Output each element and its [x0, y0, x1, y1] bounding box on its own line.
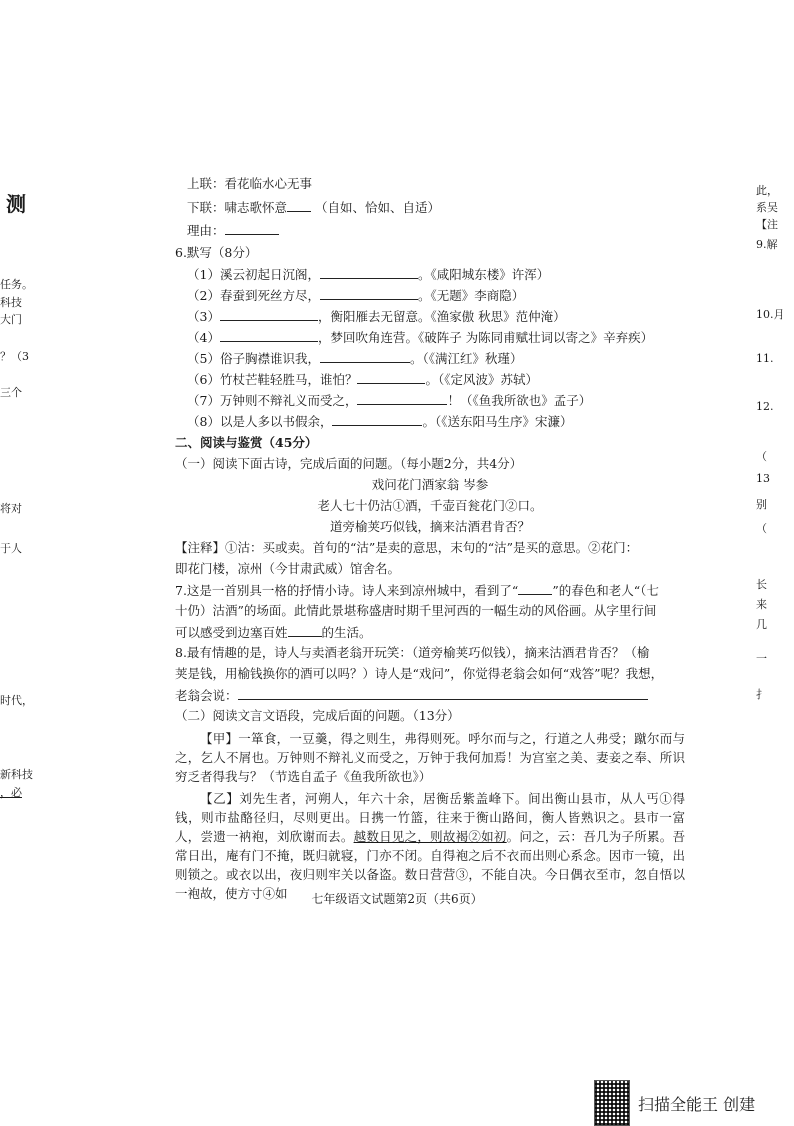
q7-text: 的生活。 — [321, 625, 372, 640]
q6-item-text: （7）万钟则不辩礼义而受之， — [187, 393, 358, 408]
left-edge-fragment: 时代， — [0, 694, 33, 707]
q7-line — [175, 624, 685, 640]
poem-note: 【注释】①沽：买或卖。首句的“沽”是卖的意思，末句的“沽”是买的意思。②花门： — [175, 540, 639, 555]
right-edge-fragment: 系吴 — [756, 201, 778, 214]
left-edge-fragment: ？（3 — [0, 350, 29, 363]
poem-note: 即花门楼，凉州（今甘肃武威）馆舍名。 — [175, 561, 401, 576]
couplet-options: （自如、恰如、自适） — [315, 200, 441, 215]
left-edge-fragment: 新科技 — [0, 768, 33, 781]
q8-line — [175, 687, 685, 703]
q6-blank[interactable] — [357, 371, 425, 384]
poem-line: 道旁榆荚巧似钱，摘来沽酒君肯否？ — [329, 519, 530, 534]
q6-item — [175, 329, 685, 345]
q7-line: 十仍）沽酒”的场面。此情此景堪称盛唐时期千里河西的一幅生动的风俗画。从字里行间 — [175, 603, 657, 618]
q8-blank[interactable] — [238, 687, 648, 700]
q6-item-text: （4） — [187, 330, 220, 345]
q6-blank[interactable] — [320, 287, 418, 300]
q6-item — [175, 308, 685, 324]
q6-blank[interactable] — [220, 329, 318, 342]
couplet-block — [175, 176, 685, 238]
left-edge-fragment: 科技 — [0, 296, 22, 309]
right-edge-fragment: 9.解 — [756, 238, 778, 251]
couplet-reason — [175, 222, 685, 238]
q7-text: 7.这是一首别具一格的抒情小诗。诗人来到凉州城中，看到了“ — [175, 583, 519, 598]
q6-item-source: 。《无题》李商隐） — [417, 288, 525, 303]
q6-item-text: （8）以是人多以书假余， — [187, 414, 333, 429]
left-edge-fragment: 三个 — [0, 386, 22, 399]
q6-item-source: 。《咸阳城东楼》许浑） — [417, 267, 550, 282]
q6-item-source: ！（《鱼我所欲也》孟子） — [447, 393, 592, 408]
right-edge-fragment: 12. — [756, 400, 774, 413]
part2-instruction: （二）阅读文言文语段，完成后面的问题。（13分） — [175, 708, 460, 723]
q6-item-text: （1）溪云初起日沉阁， — [187, 267, 320, 282]
right-edge-fragment: 10.月 — [756, 308, 785, 321]
right-edge-fragment: 11. — [756, 352, 774, 365]
right-edge-fragment: 13 — [756, 472, 770, 485]
right-edge-fragment: （ — [756, 522, 767, 535]
q6-item-source: 。（《送东阳马生序》宋濂） — [422, 414, 573, 429]
q7-text: ”的春色和老人“（七 — [552, 583, 659, 598]
q6-item-source: 。（《定风波》苏轼） — [425, 372, 538, 387]
q6-item-source: ，梦回吹角连营。《破阵子 为陈同甫赋壮词以寄之》辛弃疾） — [317, 330, 654, 345]
q6-blank[interactable] — [332, 413, 422, 426]
passage-yi — [175, 789, 685, 903]
right-edge-fragment: 一 — [756, 652, 767, 665]
q6-title: 6.默写（8分） — [175, 245, 258, 260]
q7-line — [175, 582, 685, 598]
page-footer: 七年级语文试题第2页（共6页） — [311, 892, 483, 906]
reason-label: 理由： — [187, 223, 225, 238]
right-edge-fragment: 扌 — [756, 688, 767, 701]
couplet-lower-blank[interactable] — [287, 199, 311, 212]
left-edge-char: 测 — [6, 192, 26, 216]
right-edge-fragment: （ — [756, 450, 767, 463]
couplet-lower-label: 下联：啸志歌怀意 — [187, 200, 288, 215]
section2-title: 二、阅读与鉴赏（45分） — [175, 435, 318, 450]
qr-code-icon — [594, 1080, 630, 1126]
couplet-lower — [175, 199, 685, 215]
passage-yi-underlined: 越数日见之，则故褐②如初 — [353, 829, 507, 844]
left-edge-fragment: 于人 — [0, 542, 22, 555]
q6-blank[interactable] — [220, 308, 318, 321]
right-edge-fragment: 别 — [756, 498, 767, 511]
q8-line: 8.最有情趣的是，诗人与卖酒老翁开玩笑：（道旁榆荚巧似钱），摘来沽酒君肯否？（榆 — [175, 645, 650, 660]
reason-blank[interactable] — [225, 222, 279, 235]
q7-text: 可以感受到边塞百姓 — [175, 625, 288, 640]
q6-item — [175, 266, 685, 282]
q6-item-source: 。（《满江红》秋瑾） — [409, 351, 523, 366]
q7-blank[interactable] — [288, 624, 322, 637]
passage-yi-text: 【乙】刘先生者，河朔人，年六十余，居衡岳紫盖峰下。间出衡山县市，从人丐①得钱，则市盐酪径归，尽则更出。日携一竹篮，往来于衡山路间，衡人皆熟识之。县市一富人，尝遗一衲袍，刘欣谢而去。 — [175, 791, 685, 844]
left-edge-fragment: 大门 — [0, 313, 22, 326]
scanner-watermark — [594, 1080, 755, 1126]
q7-blank[interactable] — [518, 582, 552, 595]
q6-item — [175, 371, 685, 387]
q6-blank[interactable] — [357, 392, 447, 405]
left-edge-fragment: ，必 — [0, 786, 22, 799]
passage-jia: 【甲】一箪食，一豆羹，得之则生，弗得则死。呼尔而与之，行道之人弗受；蹴尔而与之，乞人不屑也。万钟则不辩礼义而受之，万钟于我何加焉！为宫室之美、妻妾之奉、所识穷乏者得我与？（节选自孟子《鱼我所欲也》） — [175, 731, 685, 784]
poem-title: 戏问花门酒家翁 岑参 — [371, 477, 489, 492]
q6-blank[interactable] — [320, 350, 410, 363]
q8-line: 荚是钱，用榆钱换你的酒可以吗？）诗人是“戏问”，你觉得老翁会如何“戏答”呢？我想， — [175, 666, 664, 681]
right-edge-fragment: 长 — [756, 578, 767, 591]
q6-item-text: （5）俗子胸襟谁识我， — [187, 351, 320, 366]
q6-item — [175, 392, 685, 408]
q6-item — [175, 350, 685, 366]
right-edge-fragment: 此， — [756, 184, 778, 197]
q6-item — [175, 287, 685, 303]
part1-instruction: （一）阅读下面古诗，完成后面的问题。（每小题2分，共4分） — [175, 456, 523, 471]
couplet-upper: 上联：看花临水心无事 — [187, 176, 313, 191]
passage-yi-text: 。问之，云：吾几为子所累。吾常日出，庵有门不掩，既归就寝，门亦不闭。自得袍之后不衣而出则心系念。因市一镜，出则锁之。或衣以出，夜归则牢关以备盗。数日营营③，不能自决。今日偶衣至市，忽自悟以一袍故，使方寸④如 — [175, 829, 685, 901]
q6-item-text: （3） — [187, 309, 220, 324]
watermark-text: 扫描全能王 创建 — [638, 1094, 756, 1114]
left-edge-fragment: 任务。 — [0, 278, 33, 291]
q6-item-source: ，衡阳雁去无留意。《渔家傲 秋思》范仲淹） — [317, 309, 566, 324]
right-edge-fragment: 【注 — [756, 218, 778, 231]
q6-item-text: （2）春蚕到死丝方尽， — [187, 288, 320, 303]
q8-text: 老翁会说： — [175, 688, 238, 703]
q6-item-text: （6）竹杖芒鞋轻胜马，谁怕？ — [187, 372, 358, 387]
main-column — [175, 176, 685, 906]
q6-blank[interactable] — [320, 266, 418, 279]
poem-line: 老人七十仍沽①酒，千壶百瓮花门②口。 — [317, 498, 543, 513]
q6-item — [175, 413, 685, 429]
left-edge-fragment: 将对 — [0, 502, 22, 515]
right-edge-fragment: 几 — [756, 618, 767, 631]
right-edge-fragment: 来 — [756, 598, 767, 611]
